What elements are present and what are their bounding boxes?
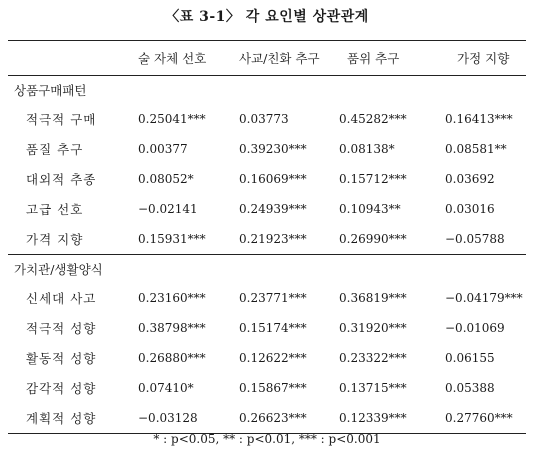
header-row (8, 41, 526, 76)
cell: 0.03692 (445, 172, 495, 186)
row-label: 활동적 성향 (26, 351, 97, 366)
cell: 0.16413*** (445, 112, 513, 126)
row-label: 감각적 성향 (26, 381, 97, 396)
cell: 0.06155 (445, 351, 495, 365)
cell: 0.26623*** (233, 403, 333, 434)
cell: 0.26880*** (138, 351, 206, 365)
section-label: 가치관/생활양식 (8, 255, 526, 284)
column-header: 사교/친화 추구 (233, 41, 333, 76)
cell: 0.23771*** (239, 291, 307, 305)
section-header (8, 255, 526, 284)
cell: 0.15712*** (339, 172, 407, 186)
cell: 0.08138* (339, 142, 395, 156)
cell: 0.23322*** (339, 351, 407, 365)
table-row (8, 373, 526, 403)
cell: 0.12339*** (333, 403, 431, 434)
cell: 0.05388 (445, 381, 495, 395)
cell: 0.26990*** (339, 232, 407, 246)
row-label: 고급 선호 (26, 202, 84, 217)
table-row (8, 194, 526, 224)
table-row (8, 283, 526, 313)
cell: 0.13715*** (339, 381, 407, 395)
cell: 0.00377 (138, 142, 188, 156)
cell: −0.03128 (128, 403, 233, 434)
correlation-table (8, 40, 526, 434)
cell: 0.38798*** (138, 321, 206, 335)
cell: 0.03773 (239, 112, 289, 126)
cell: −0.04179*** (445, 291, 523, 305)
cell: 0.07410* (138, 381, 194, 395)
row-label: 품질 추구 (26, 142, 84, 157)
cell: 0.24939*** (239, 202, 307, 216)
cell: 0.10943** (339, 202, 401, 216)
significance-note: * : p<0.05, ** : p<0.01, *** : p<0.001 (153, 432, 381, 446)
table-title: 〈표 3-1〉 각 요인별 상관관계 (165, 9, 369, 25)
section-header (8, 76, 526, 105)
row-label: 대외적 추종 (26, 172, 97, 187)
cell: 0.21923*** (239, 232, 307, 246)
row-label: 적극적 구매 (26, 112, 97, 127)
cell: 0.15867*** (239, 381, 307, 395)
cell: 0.15931*** (138, 232, 206, 246)
column-header: 품위 추구 (333, 41, 431, 76)
cell: 0.27760*** (431, 403, 526, 434)
table-row (8, 224, 526, 255)
cell: −0.01069 (445, 321, 505, 335)
cell: 0.25041*** (138, 112, 206, 126)
row-label: 계획적 성향 (8, 403, 128, 434)
table-row (8, 343, 526, 373)
header-blank (8, 41, 128, 76)
table-row (8, 164, 526, 194)
table-row (8, 134, 526, 164)
section-label: 상품구매패턴 (14, 83, 87, 98)
cell: −0.05788 (445, 232, 505, 246)
cell: 0.31920*** (339, 321, 407, 335)
cell: 0.45282*** (339, 112, 407, 126)
table-row (8, 403, 526, 434)
cell: 0.12622*** (239, 351, 307, 365)
row-label: 신세대 사고 (26, 291, 97, 306)
table-row (8, 313, 526, 343)
cell: 0.39230*** (239, 142, 307, 156)
cell: 0.23160*** (138, 291, 206, 305)
column-header: 가정 지향 (431, 41, 526, 76)
cell: 0.03016 (445, 202, 495, 216)
row-label: 적극적 성향 (26, 321, 97, 336)
table-row (8, 104, 526, 134)
column-header: 술 자체 선호 (128, 41, 233, 76)
cell: 0.15174*** (239, 321, 307, 335)
cell: 0.36819*** (339, 291, 407, 305)
row-label: 가격 지향 (26, 232, 84, 247)
cell: 0.16069*** (239, 172, 307, 186)
cell: −0.02141 (138, 202, 198, 216)
cell: 0.08052* (138, 172, 194, 186)
cell: 0.08581** (445, 142, 507, 156)
